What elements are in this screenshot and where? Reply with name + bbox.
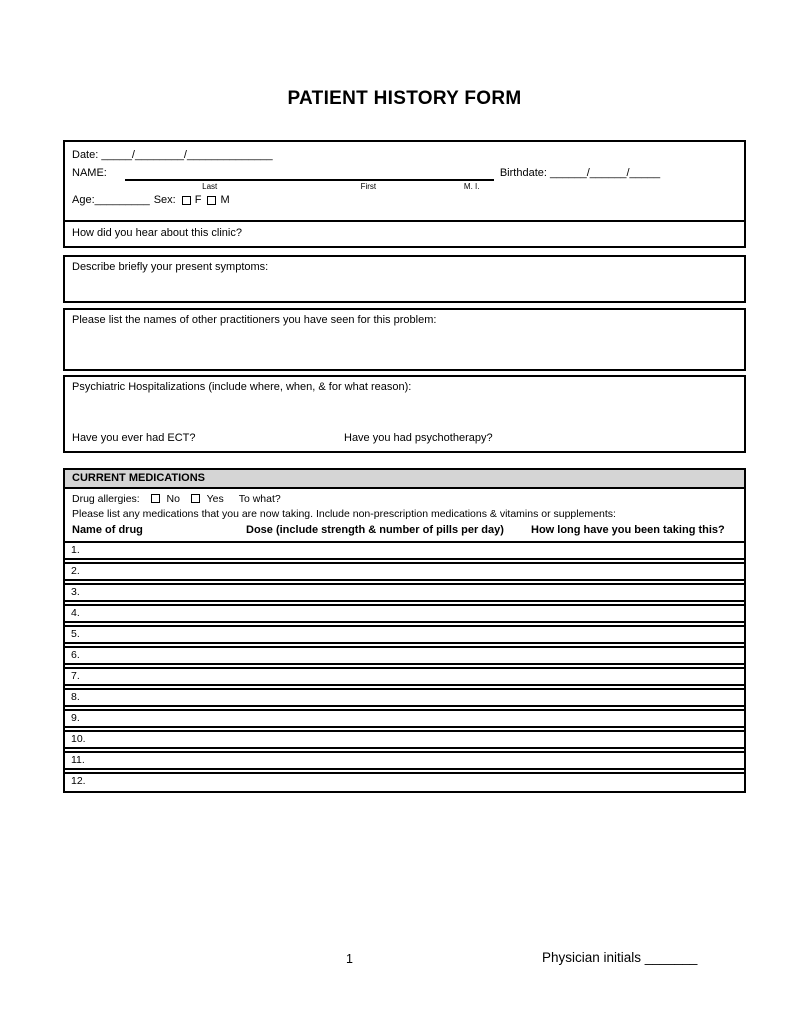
sex-option-m-label: M (220, 194, 230, 206)
name-sublabel-last: Last (202, 182, 218, 191)
row-number: 8. (71, 691, 80, 703)
practitioners-label: Please list the names of other practitioners you have seen for this problem: (72, 314, 437, 326)
row-number: 10. (71, 733, 86, 745)
name-sublabel-first: First (360, 182, 377, 191)
allergy-to-what-field[interactable]: To what? (238, 493, 281, 505)
row-number: 4. (71, 607, 80, 619)
column-header-dose: Dose (include strength & number of pills per day) (246, 524, 504, 536)
medication-row[interactable] (65, 646, 744, 665)
name-rule-line (125, 166, 494, 181)
drug-allergies-row (72, 492, 737, 506)
psychiatric-label: Psychiatric Hospitalizations (include where, when, & for what reason): (72, 381, 412, 393)
clinic-question-field[interactable] (65, 220, 744, 246)
medication-row[interactable] (65, 583, 744, 602)
medication-row[interactable] (65, 688, 744, 707)
medication-row[interactable] (65, 730, 744, 749)
date-field[interactable]: Date: _____/________/______________ (72, 149, 273, 161)
row-number: 5. (71, 628, 80, 640)
ect-question-field[interactable]: Have you ever had ECT? (72, 432, 196, 444)
sex-option-f-label: F (194, 194, 202, 206)
sex-label: Sex: (153, 194, 176, 206)
personal-info-section (63, 140, 746, 248)
checkbox-allergy-no[interactable] (151, 494, 160, 503)
age-field[interactable]: Age:_________ (72, 194, 150, 206)
name-sublabels (125, 181, 494, 192)
medications-table (65, 541, 744, 791)
drug-allergies-label: Drug allergies: (72, 493, 140, 505)
allergy-yes-label: Yes (206, 493, 224, 505)
physician-initials-field[interactable]: Physician initials _______ (542, 950, 698, 965)
column-header-duration: How long have you been taking this? (531, 524, 725, 536)
row-number: 2. (71, 565, 80, 577)
allergy-no-label: No (166, 493, 180, 505)
page-title: PATIENT HISTORY FORM (287, 88, 522, 109)
psychotherapy-question-field[interactable]: Have you had psychotherapy? (344, 432, 493, 444)
row-number: 12. (71, 775, 86, 787)
birthdate-field[interactable]: Birthdate: ______/______/_____ (499, 167, 661, 179)
age-sex-row (72, 192, 737, 208)
ect-psychotherapy-row (72, 432, 737, 444)
row-number: 9. (71, 712, 80, 724)
medication-row[interactable] (65, 541, 744, 560)
medication-row[interactable] (65, 562, 744, 581)
current-medications-header: CURRENT MEDICATIONS (65, 470, 744, 489)
checkbox-sex-f[interactable] (182, 196, 191, 205)
name-row (72, 166, 737, 192)
medications-info (65, 489, 744, 541)
medications-instructions: Please list any medications that you are now taking. Include non-prescription medications & vitamins or supplements: (72, 508, 616, 520)
medications-column-headers (72, 523, 737, 538)
medication-row[interactable] (65, 751, 744, 770)
personal-info-fields (65, 142, 744, 220)
row-number: 3. (71, 586, 80, 598)
medication-row[interactable] (65, 709, 744, 728)
row-number: 11. (71, 754, 85, 766)
symptoms-label: Describe briefly your present symptoms: (72, 261, 269, 273)
page-footer (63, 950, 746, 972)
column-header-drug-name: Name of drug (72, 524, 143, 536)
name-input-line[interactable] (125, 166, 494, 192)
practitioners-section[interactable] (63, 308, 746, 371)
name-label: NAME: (72, 167, 107, 179)
medication-row[interactable] (65, 772, 744, 791)
row-number: 6. (71, 649, 80, 661)
name-sublabel-mi: M. I. (463, 182, 480, 191)
psychiatric-section[interactable] (63, 375, 746, 453)
row-number: 1. (71, 544, 80, 556)
row-number: 7. (71, 670, 80, 682)
medication-row[interactable] (65, 667, 744, 686)
checkbox-allergy-yes[interactable] (191, 494, 200, 503)
current-medications-section (63, 468, 746, 793)
medication-row[interactable] (65, 604, 744, 623)
checkbox-sex-m[interactable] (207, 196, 216, 205)
medication-row[interactable] (65, 625, 744, 644)
page-number: 1 (346, 952, 353, 966)
symptoms-section[interactable] (63, 255, 746, 303)
clinic-question-label: How did you hear about this clinic? (72, 227, 242, 239)
